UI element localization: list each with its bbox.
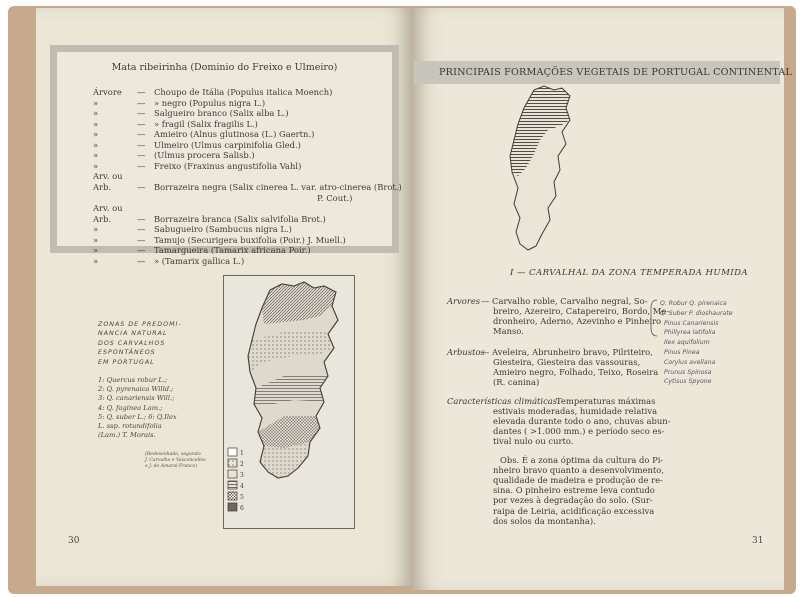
row-dash: — (137, 97, 146, 108)
row-dash: — (137, 118, 146, 129)
row-text: Sabugueiro (Sambucus nigra L.) (154, 224, 292, 235)
species-line: 5: Q. suber L.; 6: Q.Ilex (98, 412, 177, 421)
legend-swatch (228, 448, 237, 456)
clima-line: estivais moderadas, humidade relativa (493, 406, 658, 417)
row-type: Arb. (93, 213, 112, 224)
box-title: Mata ribeirinha (Dominio do Freixo e Ulmeiro) (111, 62, 338, 73)
obs-line: nheiro bravo quanto a desenvolvimento, (493, 465, 664, 476)
row-type: » (93, 224, 99, 235)
clima-label: Características climáticas: (447, 396, 560, 406)
arbustos-label: Arbustos (447, 347, 485, 357)
row-dash: — (137, 150, 146, 161)
row-type: » (93, 150, 99, 161)
row-text: Salgueiro branco (Salix alba L.) (154, 108, 289, 119)
map-title-line: ESPONTÂNEOS (98, 349, 156, 357)
arvores_lines-line: dronheiro, Aderno, Azevinho e Pinheiro (493, 316, 662, 327)
handwritten-line: Ilex aquifolium (664, 339, 710, 347)
map-legend (228, 448, 244, 512)
legend-number: 2 (240, 461, 244, 468)
map-title-line: NANCIA NATURAL (98, 330, 168, 338)
arvores_lines-line: Manso. (493, 326, 524, 337)
legend-number: 5 (240, 494, 244, 501)
row-type: Arb. (93, 181, 112, 192)
row-type: Arv. ou (93, 171, 123, 182)
riparian-species-box (50, 45, 402, 266)
portugal-oak-zones-map (223, 275, 355, 529)
row-type: » (93, 255, 99, 266)
arvores_lines-line: breiro, Azereiro, Catapereiro, Bordo, Me- (493, 306, 670, 317)
map-title-line: EM PORTUGAL (98, 358, 155, 366)
clima-line: Temperaturas máximas (556, 396, 656, 406)
legend-number: 6 (240, 505, 244, 512)
row-text: Borrazeira negra (Salix cinerea L. var. atro-cinerea (Brot.) (154, 181, 402, 192)
credit-line: e J. do Amaral Franco) (145, 464, 198, 470)
credit-line: (Redesenhada, segundo (145, 452, 201, 457)
arbustos_lines-line: (R. canina) (493, 377, 540, 388)
arbustos_lines-line: Giesteira, Giesteira das vassouras, (493, 357, 641, 368)
map-title-line: ZONAS DE PREDOMI- (98, 321, 182, 328)
handwritten-line: Q. Suber P. dioshaurate (660, 309, 733, 317)
row-dash: — (137, 224, 146, 235)
handwritten-line: Prunus Spinosa (664, 368, 712, 376)
legend-number: 4 (240, 483, 244, 490)
legend-number: 3 (240, 472, 244, 479)
legend-swatch (228, 503, 237, 511)
row-text: Freixo (Fraxinus angustifolia Vahl) (154, 160, 302, 171)
margin-bracket (649, 298, 659, 338)
row-dash: — (137, 234, 146, 245)
map-caption: I — CARVALHAL DA ZONA TEMPERADA HUMIDA (510, 268, 748, 278)
row-dash: — (137, 181, 146, 192)
row-type: » (93, 97, 99, 108)
clima-line: dantes ( >1.000 mm.) e período seco es- (493, 426, 665, 437)
legend-swatch (228, 459, 237, 467)
obs-line: sina. O pinheiro estreme leva contudo (493, 485, 655, 496)
obs-line: por vezes à degradação do solo. (Sur- (493, 495, 653, 506)
species-line: (Lam.) T. Morais. (98, 431, 156, 440)
clima-line: tival nulo ou curto. (493, 436, 574, 447)
row-text: Amieiro (Alnus glutinosa (L.) Gaertn.) (154, 129, 315, 140)
row-dash: — (137, 87, 146, 97)
row-dash: — (137, 129, 146, 140)
handwritten-line: Corylus avellana (664, 358, 716, 366)
species-line: 4: Q. faginea Lam.; (98, 403, 163, 412)
row-dash: — (137, 245, 146, 256)
arvores-label: Arvores (447, 296, 481, 306)
row-text: P. Cout.) (317, 192, 353, 203)
clima-line: elevada durante todo o ano, chuvas abun- (493, 416, 671, 427)
row-text: Tamujo (Securigera buxifolia (Poir.) J. Muell.) (154, 234, 346, 245)
row-dash: — (137, 255, 146, 266)
species-line: 2: Q. pyrenaica Willd.; (98, 385, 174, 394)
legend-swatch (228, 492, 237, 500)
row-dash: — (137, 160, 146, 171)
row-text: » fragil (Salix fragilis L.) (154, 118, 258, 129)
obs-line: raipa de Leiria, acidificação excessiva (493, 505, 655, 516)
obs-line: Obs. É a zona óptima da cultura do Pi- (500, 455, 664, 465)
legend-swatch (228, 481, 237, 489)
row-text: » (Tamarix gallica L.) (154, 255, 245, 266)
row-type: » (93, 129, 99, 140)
row-type: Arv. ou (93, 203, 123, 214)
handwritten-line: Pinus Canariensis (664, 319, 719, 327)
left-page-number: 30 (68, 536, 80, 546)
legend-number: 1 (240, 450, 244, 457)
credit-line: J. Carvalho e Vasconcellos (145, 458, 206, 464)
row-text: » negro (Populus nigra L.) (154, 97, 266, 108)
row-type: » (93, 118, 99, 129)
right-page-number: 31 (752, 536, 764, 546)
arvores_lines-line: — Carvalho roble, Carvalho negral, So- (481, 296, 648, 306)
handwritten-line: Cytisus Spyone (664, 378, 712, 386)
arbustos_lines-line: Amieiro negro, Folhado, Teixo, Roseira (493, 367, 659, 378)
row-text: (Ulmus procera Salisb.) (154, 150, 255, 161)
row-text: Tamargueira (Tamarix africana Poir.) (154, 245, 311, 256)
species-line: L. ssp. rotundifolia (98, 422, 162, 430)
map-title-line: DOS CARVALHOS (98, 339, 166, 347)
legend-swatch (228, 470, 237, 478)
row-type: » (93, 139, 99, 150)
row-type: » (93, 234, 99, 245)
row-text: Choupo de Itália (Populus italica Moench) (154, 87, 333, 97)
obs-line: qualidade de madeira e produção de re- (493, 475, 663, 486)
row-dash: — (137, 213, 146, 224)
row-type: » (93, 160, 99, 171)
row-type: Árvore (93, 87, 122, 97)
obs-line: dos solos da montanha). (493, 515, 596, 526)
row-text: Ulmeiro (Ulmus carpinifolia Gled.) (154, 139, 301, 150)
handwritten-line: Q. Robur Q. pirenaica (660, 300, 727, 307)
arbustos_lines-line: — Aveleira, Abrunheiro bravo, Pilriteiro, (481, 347, 653, 357)
row-type: » (93, 245, 99, 256)
row-type: » (93, 108, 99, 119)
species-line: 1: Quercus robur L.; (98, 376, 168, 384)
handwritten-line: Phillyrea latifolia (664, 329, 716, 337)
portugal-zone-map (500, 84, 600, 256)
row-dash: — (137, 139, 146, 150)
portugal-map-figure (224, 276, 354, 528)
row-dash: — (137, 108, 146, 119)
row-text: Borrazeira branca (Salix salvifolia Brot.) (154, 213, 326, 224)
handwritten-line: Pinus Pinea (664, 349, 700, 356)
species-line: 3: Q. canariensis Will.; (98, 394, 175, 403)
page-title: PRINCIPAIS FORMAÇÕES VEGETAIS DE PORTUGAL CONTINENTAL (439, 67, 793, 78)
